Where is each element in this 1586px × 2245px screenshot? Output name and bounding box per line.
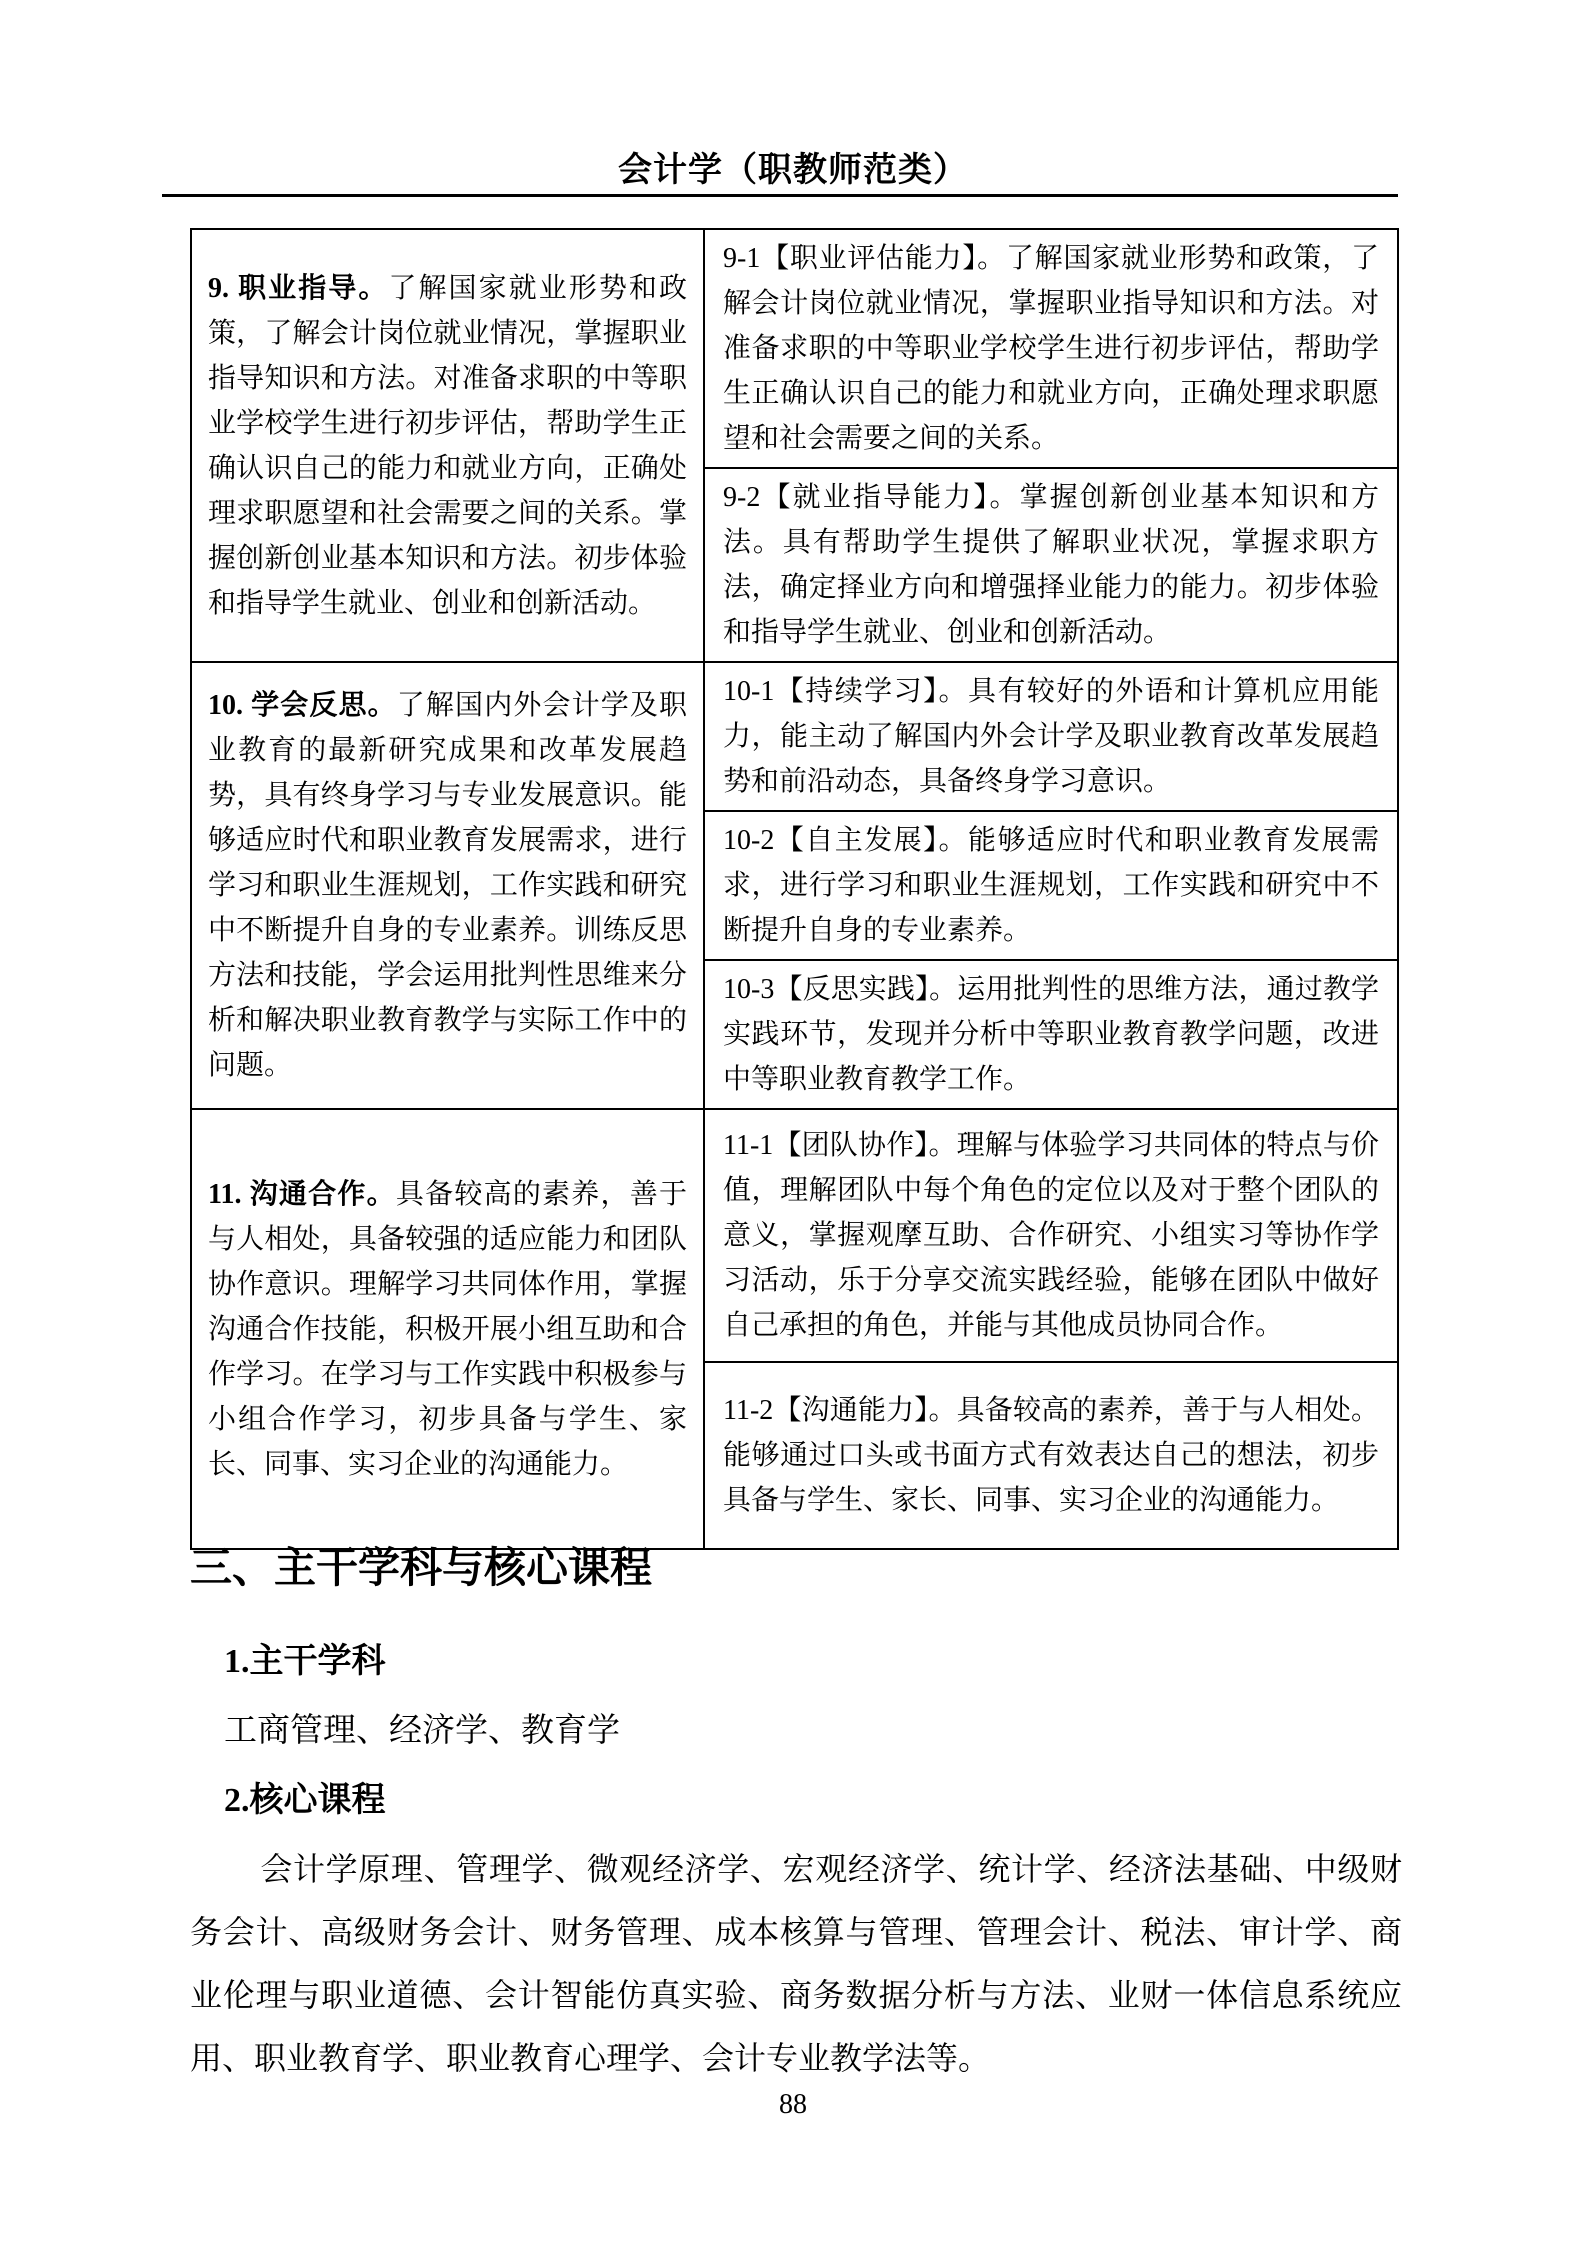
competency-9-lead: 9. 职业指导。 bbox=[208, 272, 389, 304]
subsection-main-disciplines: 1.主干学科 bbox=[224, 1643, 386, 1680]
competency-11-cell bbox=[191, 1109, 704, 1549]
competency-11-body: 具备较高的素养，善于与人相处，具备较强的适应能力和团队协作意识。理解学习共同体作用，掌握沟通合作技能，积极开展小组互助和合作学习。在学习与工作实践中积极参与小组合作学习，初步具备与学生、家长、同事、实习企业的沟通能力。 bbox=[208, 1178, 687, 1480]
competency-10-body: 了解国内外会计学及职业教育的最新研究成果和改革发展趋势，具有终身学习与专业发展意识。能够适应时代和职业教育发展需求，进行学习和职业生涯规划，工作实践和研究中不断提升自身的专业素养。训练反思方法和技能，学会运用批判性思维来分析和解决职业教育教学与实际工作中的问题。 bbox=[208, 690, 687, 1081]
competency-11-lead: 11. 沟通合作。 bbox=[208, 1178, 396, 1210]
table-row bbox=[191, 1109, 1398, 1362]
indicator-9-2-cell bbox=[704, 468, 1398, 662]
indicator-11-2-text: 11-2【沟通能力】。具备较高的素养，善于与人相处。能够通过口头或书面方式有效表达自己的想法，初步具备与学生、家长、同事、实习企业的沟通能力。 bbox=[723, 1395, 1379, 1516]
indicator-11-1-text: 11-1【团队协作】。理解与体验学习共同体的特点与价值，理解团队中每个角色的定位以及对于整个团队的意义，掌握观摩互助、合作研究、小组实习等协作学习活动，乐于分享交流实践经验，能够在团队中做好自己承担的角色，并能与其他成员协同合作。 bbox=[723, 1130, 1379, 1341]
page-number: 88 bbox=[779, 2089, 807, 2120]
indicator-9-1-cell bbox=[704, 229, 1398, 468]
table-row bbox=[191, 662, 1398, 811]
indicator-10-3-text: 10-3【反思实践】。运用批判性的思维方法，通过教学实践环节，发现并分析中等职业教育教学问题，改进中等职业教育教学工作。 bbox=[723, 974, 1379, 1095]
section-heading: 三、主干学科与核心课程 bbox=[190, 1544, 653, 1591]
indicator-11-2-cell bbox=[704, 1362, 1398, 1549]
page-header-title: 会计学（职教师范类） bbox=[618, 151, 968, 189]
competency-9-body: 了解国家就业形势和政策，了解会计岗位就业情况，掌握职业指导知识和方法。对准备求职的中等职业学校学生进行初步评估，帮助学生正确认识自己的能力和就业方向，正确处理求职愿望和社会需要之间的关系。掌握创新创业基本知识和方法。初步体验和指导学生就业、创业和创新活动。 bbox=[208, 272, 687, 619]
competency-9-cell bbox=[191, 229, 704, 662]
indicator-10-1-cell bbox=[704, 662, 1398, 811]
indicator-10-3-cell bbox=[704, 960, 1398, 1109]
indicator-11-1-cell bbox=[704, 1109, 1398, 1362]
competency-10-lead: 10. 学会反思。 bbox=[208, 690, 397, 721]
indicator-10-1-text: 10-1【持续学习】。具有较好的外语和计算机应用能力，能主动了解国内外会计学及职业教育改革发展趋势和前沿动态，具备终身学习意识。 bbox=[723, 676, 1379, 797]
competency-10-cell bbox=[191, 662, 704, 1109]
indicator-10-2-text: 10-2【自主发展】。能够适应时代和职业教育发展需求，进行学习和职业生涯规划，工作实践和研究中不断提升自身的专业素养。 bbox=[723, 825, 1379, 946]
header-divider-line bbox=[162, 194, 1398, 197]
competency-10-text bbox=[208, 683, 687, 1088]
main-disciplines-list: 工商管理、经济学、教育学 bbox=[224, 1713, 620, 1749]
competency-11-text bbox=[208, 1172, 687, 1487]
table-row bbox=[191, 229, 1398, 468]
competency-9-text bbox=[208, 266, 687, 626]
competency-table bbox=[190, 228, 1399, 1550]
core-courses-paragraph: 会计学原理、管理学、微观经济学、宏观经济学、统计学、经济法基础、中级财务会计、高级财务会计、财务管理、成本核算与管理、管理会计、税法、审计学、商业伦理与职业道德、会计智能仿真实验、商务数据分析与方法、业财一体信息系统应用、职业教育学、职业教育心理学、会计专业教学法等。 bbox=[190, 1851, 1402, 2076]
subsection-core-courses: 2.核心课程 bbox=[224, 1782, 386, 1819]
indicator-9-2-text: 9-2【就业指导能力】。掌握创新创业基本知识和方法。具有帮助学生提供了解职业状况，掌握求职方法，确定择业方向和增强择业能力的能力。初步体验和指导学生就业、创业和创新活动。 bbox=[723, 482, 1379, 648]
indicator-10-2-cell bbox=[704, 811, 1398, 960]
indicator-9-1-text: 9-1【职业评估能力】。了解国家就业形势和政策，了解会计岗位就业情况，掌握职业指导知识和方法。对准备求职的中等职业学校学生进行初步评估，帮助学生正确认识自己的能力和就业方向，正确处理求职愿望和社会需要之间的关系。 bbox=[723, 243, 1379, 454]
